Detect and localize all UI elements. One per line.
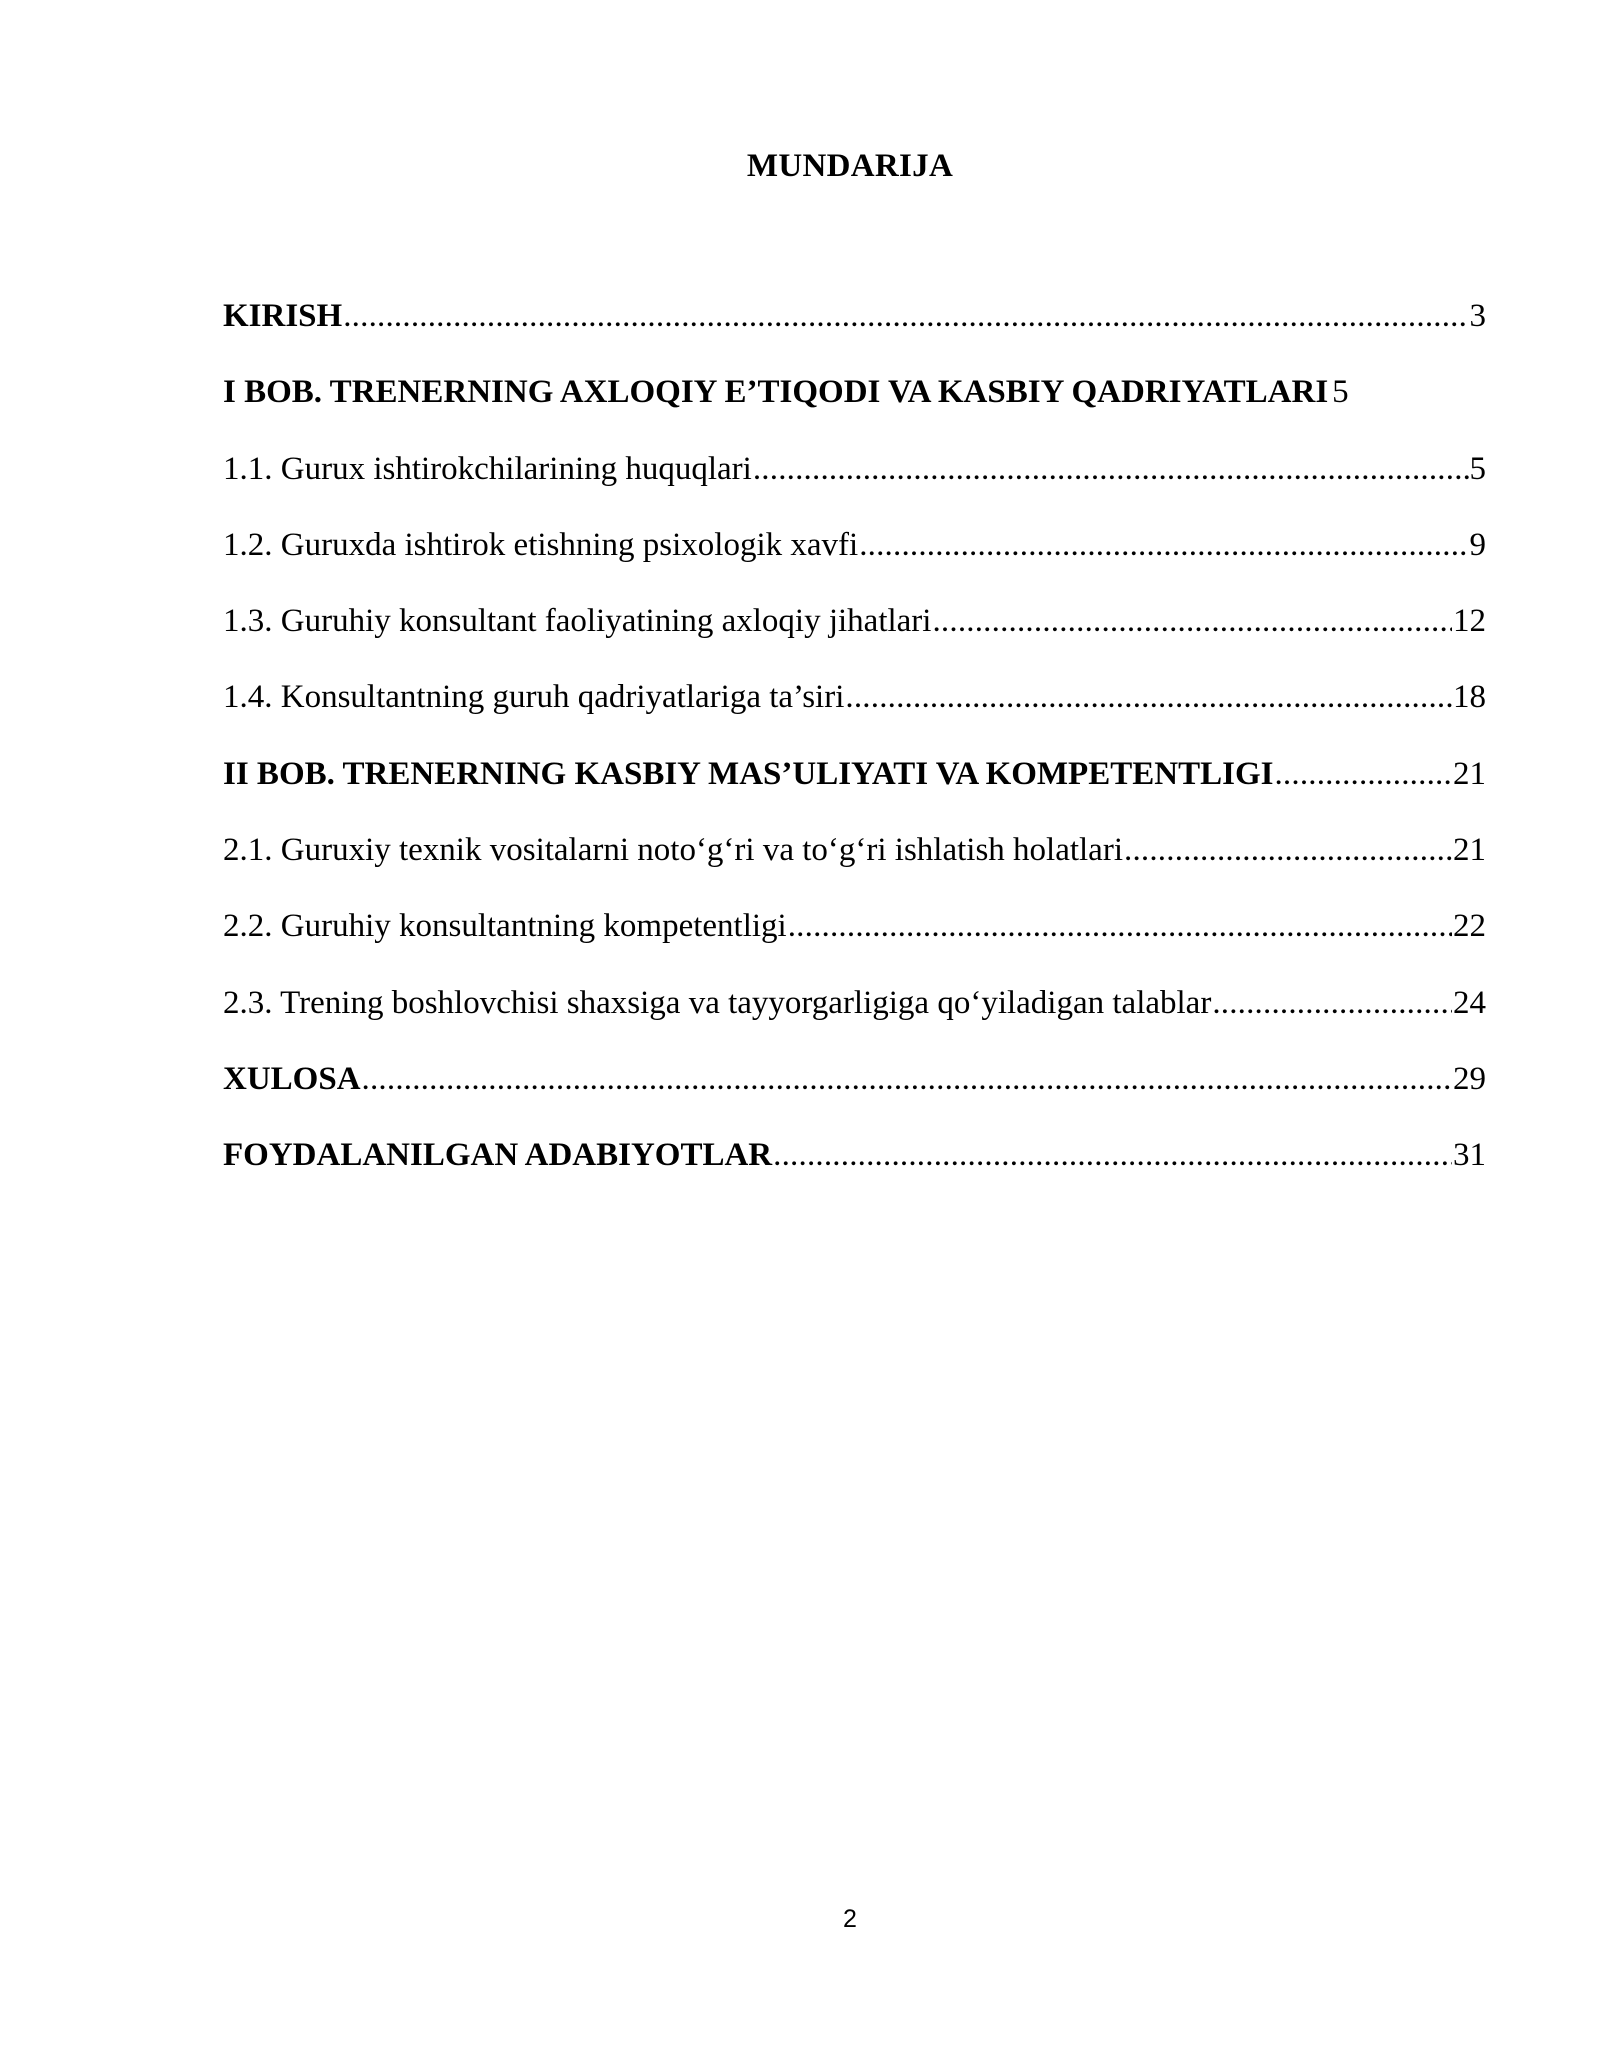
toc-entry-1-4[interactable] [223,681,1486,757]
toc-entry-label: II BOB. TRENERNING KASBIY MAS’ULIYATI VA KOMPETENTLIGI [223,755,1274,792]
toc-entry-label: 1.2. Guruxda ishtirok etishning psixologik xavfi [223,526,859,563]
toc-entry-label: XULOSA [223,1060,361,1097]
dot-leader [932,605,1452,638]
toc-entry-page: 5 [1332,374,1349,411]
toc-entry-label: 1.4. Konsultantning guruh qadriyatlariga ta’siri [223,679,845,716]
dot-leader [859,529,1468,562]
toc-entry-label: 2.3. Trening boshlovchisi shaxsiga va tayyorgarligiga qo‘yiladigan talablar [223,984,1212,1021]
dot-leader [1124,834,1452,867]
dot-leader [845,681,1452,714]
toc-entry-page: 9 [1469,526,1486,563]
dot-leader [788,910,1452,943]
toc-entry-1-1[interactable] [223,450,1486,529]
document-title: MUNDARIJA [746,148,954,184]
toc-entry-page: 18 [1453,679,1486,716]
toc-entry-label: 2.2. Guruhiy konsultantning kompetentligi [223,908,787,945]
toc-entry-2-2[interactable] [223,910,1486,986]
toc-entry-page: 12 [1453,603,1486,640]
table-of-contents [223,300,1486,1216]
toc-entry-chapter-2[interactable] [223,755,1486,834]
page-number: 2 [843,1905,857,1933]
toc-entry-page: 22 [1453,908,1486,945]
dot-leader [1329,376,1331,409]
toc-entry-xulosa[interactable] [223,1060,1486,1139]
toc-entry-page: 5 [1469,450,1486,487]
toc-entry-label: 1.3. Guruhiy konsultant faoliyatining axloqiy jihatlari [223,603,932,640]
toc-entry-page: 21 [1453,755,1486,792]
toc-entry-label: 2.1. Guruxiy texnik vositalarni noto‘g‘ri va to‘g‘ri ishlatish holatlari [223,832,1123,869]
dot-leader [1274,758,1452,791]
toc-entry-page: 21 [1453,832,1486,869]
dot-leader [343,300,1468,333]
toc-entry-label: FOYDALANILGAN ADABIYOTLAR [223,1137,773,1174]
toc-entry-chapter-1[interactable] [223,376,1486,452]
dot-leader [773,1139,1452,1172]
toc-entry-kirish[interactable] [223,300,1486,376]
toc-entry-page: 29 [1453,1060,1486,1097]
toc-entry-2-3[interactable] [223,984,1486,1063]
toc-entry-label: I BOB. TRENERNING AXLOQIY E’TIQODI VA KASBIY QADRIYATLARI [223,374,1329,411]
toc-entry-page: 31 [1453,1137,1486,1174]
toc-entry-1-3[interactable] [223,605,1486,681]
toc-entry-label: 1.1. Gurux ishtirokchilarining huquqlari [223,450,752,487]
toc-entry-page: 24 [1453,984,1486,1021]
toc-entry-label: KIRISH [223,298,343,334]
dot-leader [753,453,1469,486]
dot-leader [1212,987,1452,1020]
toc-entry-1-2[interactable] [223,526,1486,605]
toc-entry-2-1[interactable] [223,834,1486,910]
dot-leader [362,1063,1452,1096]
toc-entry-adabiyotlar[interactable] [223,1139,1486,1215]
toc-entry-page: 3 [1469,298,1486,334]
